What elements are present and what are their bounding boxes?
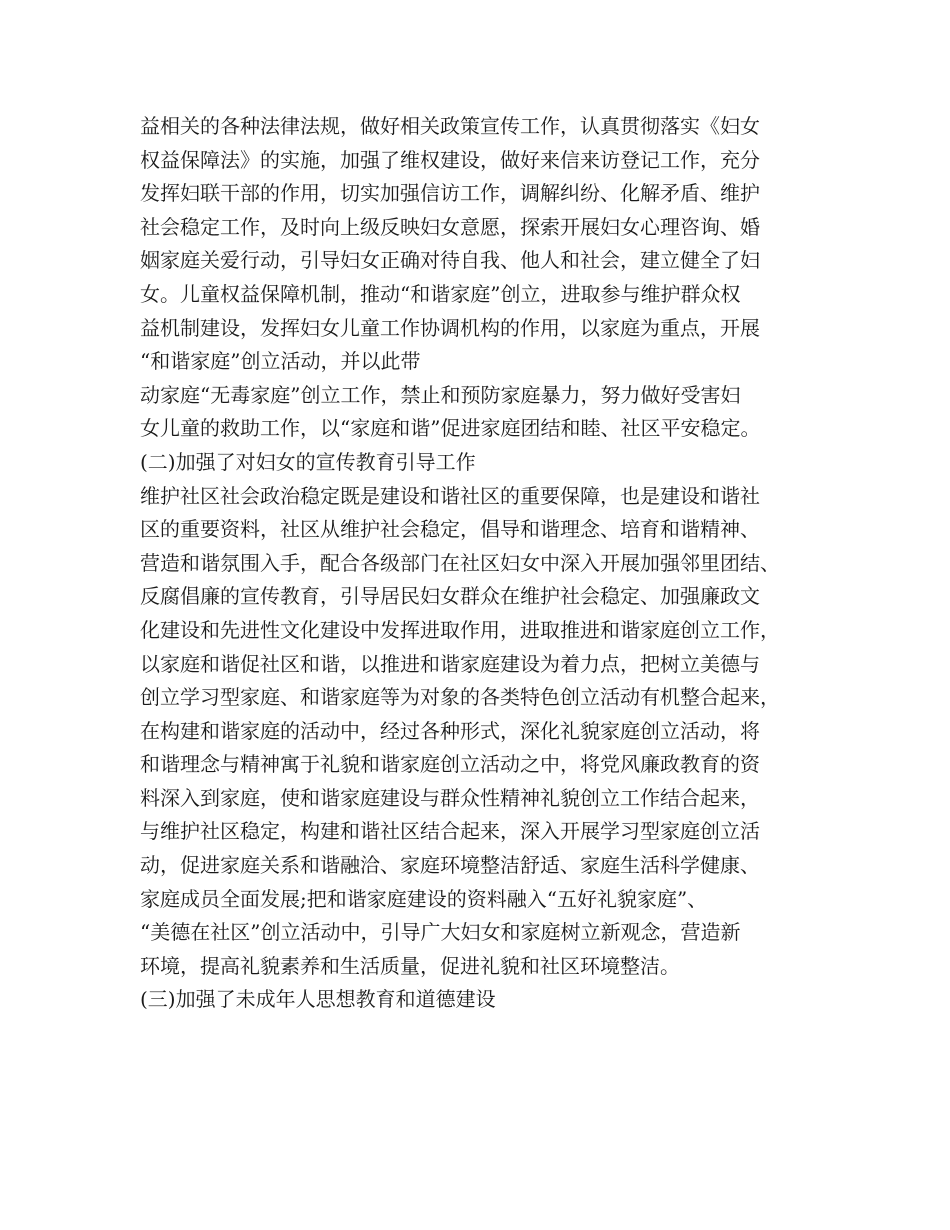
text-line: 区的重要资料，社区从维护社会稳定，倡导和谐理念、培育和谐精神、 xyxy=(140,517,760,542)
text-line: 反腐倡廉的宣传教育，引导居民妇女群众在维护社会稳定、加强廉政文 xyxy=(140,584,760,609)
text-line: 创立学习型家庭、和谐家庭等为对象的各类特色创立活动有机整合起来， xyxy=(140,685,780,710)
text-line: 料深入到家庭，使和谐家庭建设与群众性精神礼貌创立工作结合起来， xyxy=(140,785,760,810)
text-line: 以家庭和谐促社区和谐，以推进和谐家庭建设为着力点，把树立美德与 xyxy=(140,651,760,676)
text-line: 女。儿童权益保障机制，推动“和谐家庭”创立，进取参与维护群众权 xyxy=(140,281,741,306)
text-line: 动家庭“无毒家庭”创立工作，禁止和预防家庭暴力，努力做好受害妇 xyxy=(140,382,741,407)
text-line: 营造和谐氛围入手，配合各级部门在社区妇女中深入开展加强邻里团结、 xyxy=(140,550,780,575)
text-line: 家庭成员全面发展;把和谐家庭建设的资料融入“五好礼貌家庭”、 xyxy=(140,886,708,911)
text-line: “美德在社区”创立活动中，引导广大妇女和家庭树立新观念，营造新 xyxy=(140,920,741,945)
text-line: 维护社区社会政治稳定既是建设和谐社区的重要保障，也是建设和谐社 xyxy=(140,483,760,508)
text-line: 女儿童的救助工作，以“家庭和谐”促进家庭团结和睦、社区平安稳定。 xyxy=(140,416,761,441)
section-heading: (三)加强了未成年人思想教育和道德建设 xyxy=(140,987,496,1012)
text-line: 和谐理念与精神寓于礼貌和谐家庭创立活动之中，将党风廉政教育的资 xyxy=(140,752,760,777)
body-text xyxy=(140,110,830,1017)
text-line: 与维护社区稳定，构建和谐社区结合起来，深入开展学习型家庭创立活 xyxy=(140,819,760,844)
text-line: 化建设和先进性文化建设中发挥进取作用，进取推进和谐家庭创立工作， xyxy=(140,617,780,642)
text-line: 环境，提高礼貌素养和生活质量，促进礼貌和社区环境整洁。 xyxy=(140,953,680,978)
text-line: 动，促进家庭关系和谐融洽、家庭环境整洁舒适、家庭生活科学健康、 xyxy=(140,853,760,878)
text-line: “和谐家庭”创立活动，并以此带 xyxy=(140,349,421,374)
text-line: 社会稳定工作，及时向上级反映妇女意愿，探索开展妇女心理咨询、婚 xyxy=(140,214,760,239)
text-line: 发挥妇联干部的作用，切实加强信访工作，调解纠纷、化解矛盾、维护 xyxy=(140,181,760,206)
text-line: 在构建和谐家庭的活动中，经过各种形式，深化礼貌家庭创立活动，将 xyxy=(140,718,760,743)
text-line: 益相关的各种法律法规，做好相关政策宣传工作，认真贯彻落实《妇女 xyxy=(140,114,760,138)
section-heading: (二)加强了对妇女的宣传教育引导工作 xyxy=(140,449,476,474)
text-line: 权益保障法》的实施，加强了维权建设，做好来信来访登记工作，充分 xyxy=(140,147,760,172)
text-line: 姻家庭关爱行动，引导妇女正确对待自我、他人和社会，建立健全了妇 xyxy=(140,248,760,273)
text-line: 益机制建设，发挥妇女儿童工作协调机构的作用，以家庭为重点，开展 xyxy=(140,315,760,340)
